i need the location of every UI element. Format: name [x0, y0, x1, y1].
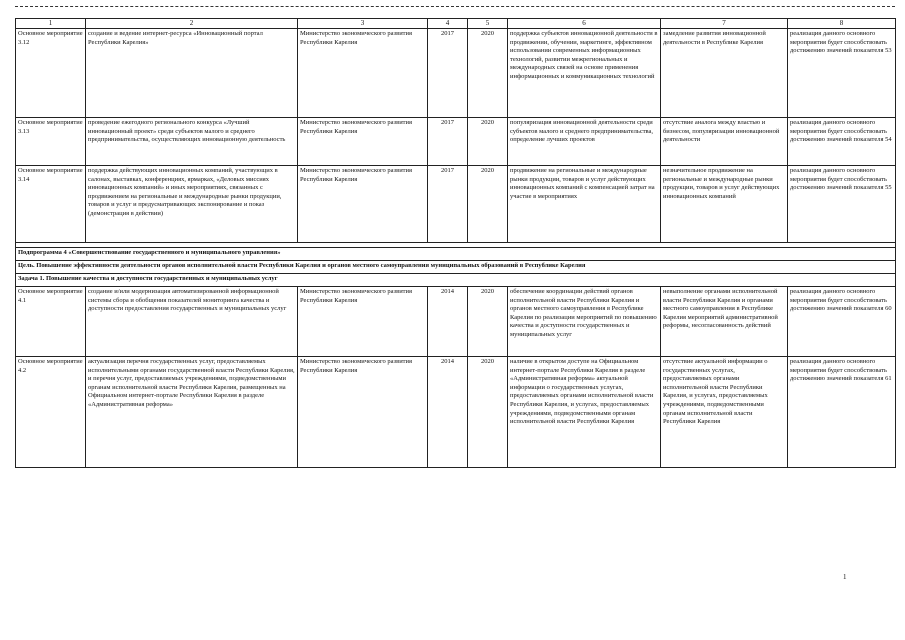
measure-result: поддержка субъектов инновационной деятельности в продвижении, обучении, маркетинге, эффективном использовании современных информационных технологий, развитии межрегиональных и международных связей на основе применения информационных и коммуникационных технологий — [508, 29, 661, 118]
goal-title: Цель. Повышение эффективности деятельности органов исполнительной власти Республики Карелия и органов местного самоуправления муниципальных образований в Республике Карелия — [16, 261, 896, 274]
column-number: 4 — [428, 19, 468, 29]
top-dashed-line — [15, 6, 895, 7]
page-mark: 1 — [843, 573, 847, 581]
measure-activity: создание и ведение интернет-ресурса «Инновационный портал Республики Карелия» — [86, 29, 298, 118]
table-row — [16, 118, 896, 166]
table-row — [16, 287, 896, 357]
column-number: 5 — [468, 19, 508, 29]
measure-id: Основное мероприятие 4.1 — [16, 287, 86, 357]
table-row — [16, 357, 896, 468]
measure-executor: Министерство экономического развития Республики Карелия — [298, 118, 428, 166]
subprogram-title: Подпрограмма 4 «Совершенствование государственного и муниципального управления» — [16, 248, 896, 261]
measure-end-year: 2020 — [468, 118, 508, 166]
section-row — [16, 248, 896, 261]
measure-consequences: отсутствие актуальной информации о государственных услугах, предоставляемых органами исполнительной власти Республики Карелия, и услугах, предоставляемых учреждениями, подведомственными органам исполнительной власти Республики Карелия — [661, 357, 788, 468]
measure-start-year: 2017 — [428, 29, 468, 118]
column-number: 6 — [508, 19, 661, 29]
measure-consequences: замедление развития инновационной деятельности в Республике Карелия — [661, 29, 788, 118]
section-row — [16, 261, 896, 274]
column-number-row — [16, 19, 896, 29]
column-number: 8 — [788, 19, 896, 29]
measure-start-year: 2014 — [428, 357, 468, 468]
column-number: 3 — [298, 19, 428, 29]
measure-start-year: 2017 — [428, 118, 468, 166]
measure-executor: Министерство экономического развития Республики Карелия — [298, 29, 428, 118]
measure-activity: создание и/или модернизация автоматизированной информационной системы сбора и обобщения показателей мониторинга качества и доступности предоставления государственных и муниципальных услуг — [86, 287, 298, 357]
measure-result: наличие в открытом доступе на Официальном интернет-портале Республики Карелия в разделе «Административная реформа» актуальной информации о государственных услугах, предоставляемых органами исполнительной власти Республики Карелия, и услугах, предоставляемых учреждениями, подведомственными органам исполнительной власти Республики Карелия — [508, 357, 661, 468]
measure-id: Основное мероприятие 3.13 — [16, 118, 86, 166]
measure-executor: Министерство экономического развития Республики Карелия — [298, 357, 428, 468]
measure-start-year: 2014 — [428, 287, 468, 357]
measure-result: популяризация инновационной деятельности среди субъектов малого и среднего предпринимательства, определение лучших проектов — [508, 118, 661, 166]
measure-end-year: 2020 — [468, 357, 508, 468]
measure-indicator-link: реализация данного основного мероприятия будет способствовать достижению значений показателя 55 — [788, 166, 896, 243]
measure-consequences: невыполнение органами исполнительной власти Республики Карелия и органами местного самоуправления в Республике Карелия мероприятий административной реформы, несогласованность действий — [661, 287, 788, 357]
measure-indicator-link: реализация данного основного мероприятия будет способствовать достижению значений показателя 53 — [788, 29, 896, 118]
column-number: 7 — [661, 19, 788, 29]
measure-result: обеспечение координации действий органов исполнительной власти Республики Карелия и органов местного самоуправления в Республике Карелия по реализации мероприятий по повышению качества и доступности государственных и муниципальных услуг — [508, 287, 661, 357]
measure-result: продвижение на региональные и международные рынки продукции, товаров и услуг действующих инновационных компаний с компенсацией затрат на участие в мероприятиях — [508, 166, 661, 243]
measure-consequences: отсутствие аналога между властью и бизнесом, популяризации инновационной деятельности — [661, 118, 788, 166]
measure-end-year: 2020 — [468, 29, 508, 118]
measure-activity: поддержка действующих инновационных компаний, участвующих в салонах, выставках, конференциях, ярмарках, «Деловых миссиях инновационных компаний» и иных мероприятиях, связанных с продвижением на региональные и международные рынки продукции, товаров и услуг и предусматривающих экспонирование и показ (демонстрация в действии) — [86, 166, 298, 243]
program-table — [15, 18, 896, 468]
measure-activity: проведение ежегодного регионального конкурса «Лучший инновационный проект» среди субъектов малого и среднего предпринимательства, осуществляющих инновационную деятельность — [86, 118, 298, 166]
section-row — [16, 274, 896, 287]
measure-executor: Министерство экономического развития Республики Карелия — [298, 287, 428, 357]
measure-end-year: 2020 — [468, 287, 508, 357]
measure-end-year: 2020 — [468, 166, 508, 243]
measure-id: Основное мероприятие 4.2 — [16, 357, 86, 468]
measure-activity: актуализация перечня государственных услуг, предоставляемых исполнительными органами государственной власти Республики Карелия, и перечня услуг, предоставляемых учреждениями, подведомственными органам исполнительной власти Республики Карелия, размещенных на Официальном интернет-портале Республики Карелия в разделе «Административная реформа» — [86, 357, 298, 468]
measure-executor: Министерство экономического развития Республики Карелия — [298, 166, 428, 243]
measure-id: Основное мероприятие 3.12 — [16, 29, 86, 118]
measure-indicator-link: реализация данного основного мероприятия будет способствовать достижению значений показателя 60 — [788, 287, 896, 357]
task-title: Задача 1. Повышение качества и доступности государственных и муниципальных услуг — [16, 274, 896, 287]
measure-consequences: незначительное продвижение на региональные и международные рынки продукции, товаров и услуг действующих инновационных компаний — [661, 166, 788, 243]
column-number: 1 — [16, 19, 86, 29]
measure-start-year: 2017 — [428, 166, 468, 243]
measure-indicator-link: реализация данного основного мероприятия будет способствовать достижению значений показателя 61 — [788, 357, 896, 468]
table-row — [16, 29, 896, 118]
table-row — [16, 166, 896, 243]
measure-indicator-link: реализация данного основного мероприятия будет способствовать достижению значений показателя 54 — [788, 118, 896, 166]
column-number: 2 — [86, 19, 298, 29]
measure-id: Основное мероприятие 3.14 — [16, 166, 86, 243]
